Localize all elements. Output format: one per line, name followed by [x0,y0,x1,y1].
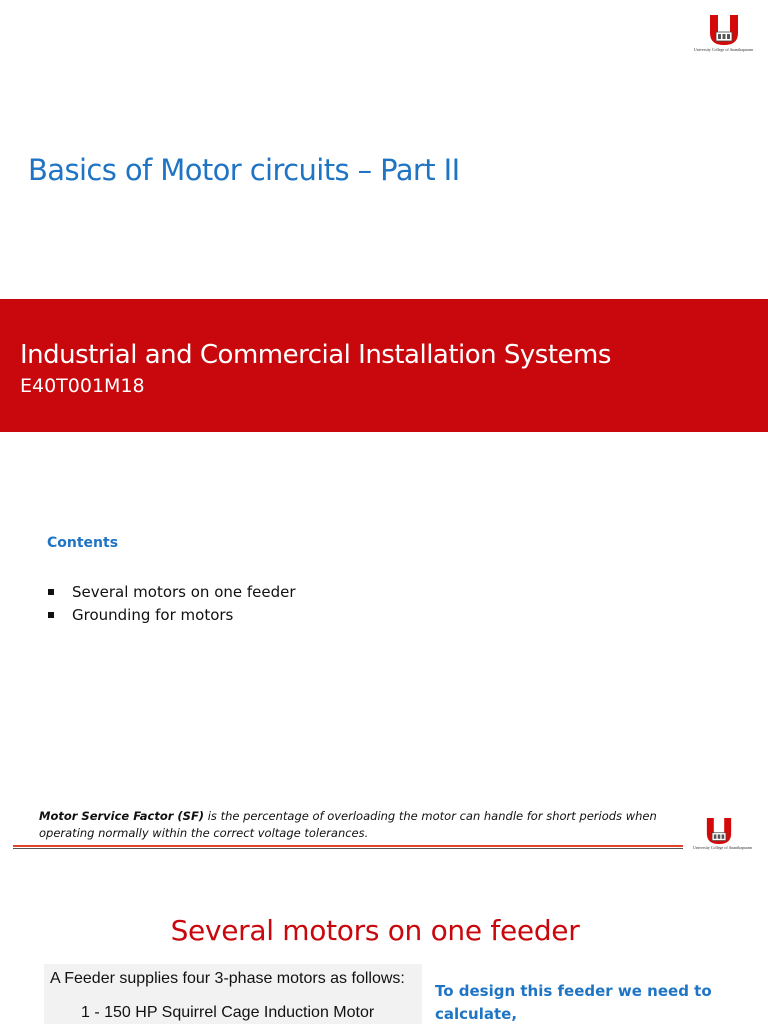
section-title: Several motors on one feeder [170,914,580,947]
feeder-intro: A Feeder supplies four 3-phase motors as follows: [50,970,405,987]
university-logo [708,15,740,45]
bullet-icon [48,589,54,595]
service-factor-text: is the percentage of overloading the motor can handle for short periods when operating normally within the correct voltage tolerances. [39,809,657,840]
logo-caption: University College of Ananthapuram [694,47,754,52]
divider [13,848,683,849]
list-item [48,603,296,626]
list-item [48,580,296,603]
bullet-icon [48,612,54,618]
contents-list [48,580,296,626]
design-note: To design this feeder we need to calculate, [435,982,712,1023]
slide-title: Basics of Motor circuits – Part II [28,153,460,187]
list-item-label: Several motors on one feeder [72,582,296,601]
service-factor-term: Motor Service Factor (SF) [39,809,205,823]
course-title: Industrial and Commercial Installation Systems [20,340,611,370]
university-logo [705,818,737,848]
motor-item: 1 - 150 HP Squirrel Cage Induction Motor [81,1004,375,1021]
service-factor-note [39,808,689,842]
list-item-label: Grounding for motors [72,605,234,624]
logo-caption: University College of Ananthapuram [693,845,753,850]
course-code: E40T001M18 [20,375,145,397]
contents-heading: Contents [47,535,119,551]
divider [13,845,683,847]
